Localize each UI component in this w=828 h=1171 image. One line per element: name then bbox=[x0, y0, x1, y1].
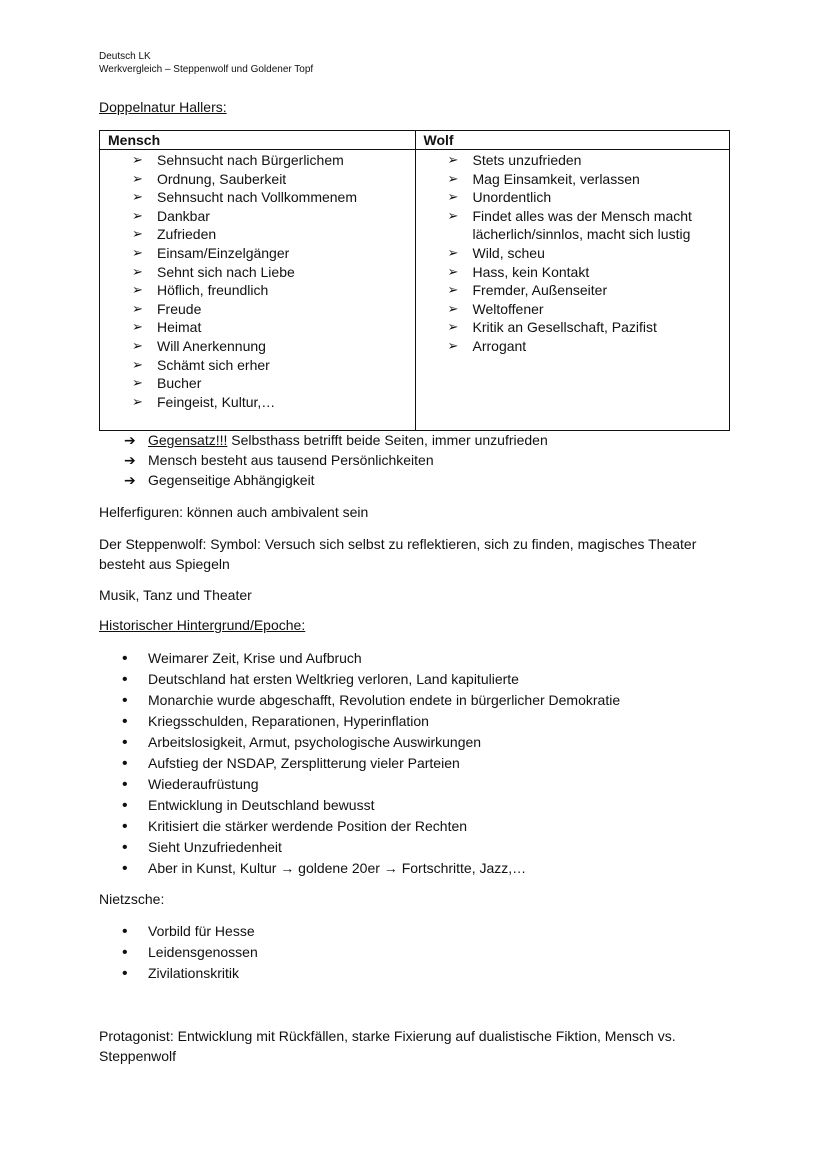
list-item: ➢ Sehnt sich nach Liebe bbox=[132, 263, 415, 282]
mensch-wolf-table bbox=[99, 130, 730, 431]
list-item: ➢ Stets unzufrieden bbox=[448, 151, 710, 170]
nietzsche-heading: Nietzsche: bbox=[99, 891, 165, 907]
list-item: ➢ Hass, kein Kontakt bbox=[448, 263, 710, 282]
wolf-cell bbox=[415, 150, 730, 431]
list-item: ➢ Arrogant bbox=[448, 337, 710, 356]
list-item: • Vorbild für Hesse bbox=[122, 921, 258, 942]
list-item: • Aufstieg der NSDAP, Zersplitterung vieler Parteien bbox=[122, 753, 620, 774]
column-header-mensch: Mensch bbox=[100, 131, 416, 150]
conclusion-list bbox=[124, 430, 548, 490]
list-item: • Wiederaufrüstung bbox=[122, 774, 620, 795]
protagonist-paragraph: Protagonist: Entwicklung mit Rückfällen, starke Fixierung auf dualistische Fiktion, Mensch vs. Steppenwolf bbox=[99, 1028, 676, 1064]
list-item: ➢ Mag Einsamkeit, verlassen bbox=[448, 170, 710, 189]
list-item: • Kriegsschulden, Reparationen, Hyperinflation bbox=[122, 711, 620, 732]
list-item: ➢ Höflich, freundlich bbox=[132, 281, 415, 300]
course-label: Deutsch LK bbox=[99, 51, 151, 62]
wolf-list bbox=[416, 150, 730, 356]
table-body-row bbox=[100, 150, 730, 431]
list-item: ➢ Dankbar bbox=[132, 207, 415, 226]
musik-paragraph: Musik, Tanz und Theater bbox=[99, 587, 252, 603]
list-item: • Deutschland hat ersten Weltkrieg verloren, Land kapitulierte bbox=[122, 669, 620, 690]
doppelnatur-title: Doppelnatur Hallers: bbox=[99, 99, 227, 115]
list-item: ➢ Weltoffener bbox=[448, 300, 710, 319]
list-item: ➢ Findet alles was der Mensch macht lächerlich/sinnlos, macht sich lustig bbox=[448, 207, 710, 244]
list-item: ➢ Wild, scheu bbox=[448, 244, 710, 263]
list-item: ➢ Sehnsucht nach Vollkommenem bbox=[132, 188, 415, 207]
mensch-list bbox=[100, 150, 415, 411]
list-item: • Kritisiert die stärker werdende Position der Rechten bbox=[122, 816, 620, 837]
document-header bbox=[99, 50, 313, 76]
list-item: ➢ Kritik an Gesellschaft, Pazifist bbox=[448, 318, 710, 337]
list-item: ➢ Will Anerkennung bbox=[132, 337, 415, 356]
list-item: ➢ Bucher bbox=[132, 374, 415, 393]
list-item: ➢ Schämt sich erher bbox=[132, 356, 415, 375]
list-item: • Monarchie wurde abgeschafft, Revolution endete in bürgerlicher Demokratie bbox=[122, 690, 620, 711]
helferfiguren-paragraph: Helferfiguren: können auch ambivalent sein bbox=[99, 504, 369, 520]
column-header-wolf: Wolf bbox=[415, 131, 730, 150]
list-item: • Arbeitslosigkeit, Armut, psychologische Auswirkungen bbox=[122, 732, 620, 753]
nietzsche-list bbox=[122, 921, 258, 984]
list-item: • Sieht Unzufriedenheit bbox=[122, 837, 620, 858]
steppenwolf-paragraph: Der Steppenwolf: Symbol: Versuch sich selbst zu reflektieren, sich zu finden, magisches Theater besteht aus Spiegeln bbox=[99, 536, 697, 572]
historisch-title: Historischer Hintergrund/Epoche: bbox=[99, 617, 306, 633]
list-item: ➔ Gegenseitige Abhängigkeit bbox=[124, 470, 548, 490]
list-item: ➢ Ordnung, Sauberkeit bbox=[132, 170, 415, 189]
list-item: ➔ Mensch besteht aus tausend Persönlichkeiten bbox=[124, 450, 548, 470]
list-item: • Leidensgenossen bbox=[122, 942, 258, 963]
document-subtitle: Werkvergleich – Steppenwolf und Goldener Topf bbox=[99, 64, 314, 75]
list-item: ➢ Unordentlich bbox=[448, 188, 710, 207]
list-item: • Zivilationskritik bbox=[122, 963, 258, 984]
list-item: ➢ Sehnsucht nach Bürgerlichem bbox=[132, 151, 415, 170]
list-item: ➢ Zufrieden bbox=[132, 225, 415, 244]
list-item: • Weimarer Zeit, Krise und Aufbruch bbox=[122, 648, 620, 669]
list-item: • Aber in Kunst, Kultur → goldene 20er → Fortschritte, Jazz,… bbox=[122, 858, 620, 879]
gegensatz-emphasis: Gegensatz!!! bbox=[148, 432, 228, 448]
list-item: ➢ Einsam/Einzelgänger bbox=[132, 244, 415, 263]
mensch-cell bbox=[100, 150, 416, 431]
list-item: ➢ Heimat bbox=[132, 318, 415, 337]
list-item: ➢ Feingeist, Kultur,… bbox=[132, 393, 415, 412]
list-item: ➢ Freude bbox=[132, 300, 415, 319]
list-item: ➢ Fremder, Außenseiter bbox=[448, 281, 710, 300]
list-item bbox=[124, 430, 548, 450]
historisch-list bbox=[122, 648, 620, 879]
gegensatz-text: Selbsthass betrifft beide Seiten, immer unzufrieden bbox=[227, 432, 548, 448]
table-header-row bbox=[100, 131, 730, 150]
list-item: • Entwicklung in Deutschland bewusst bbox=[122, 795, 620, 816]
